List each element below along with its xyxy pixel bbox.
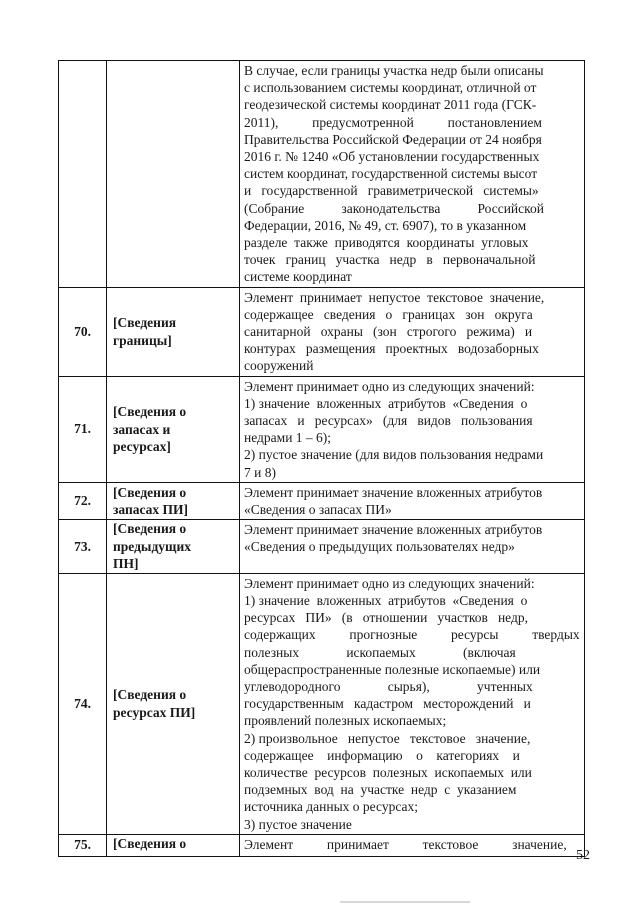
description-line: с использованием системы координат, отличной от xyxy=(244,80,537,96)
table-row xyxy=(59,61,585,288)
description-line: Элемент принимает значение вложенных атрибутов xyxy=(244,522,543,538)
table-row xyxy=(59,834,585,856)
description-line: и государственной гравиметрической системы» xyxy=(244,183,539,199)
description-line: запасах и ресурсах» (для видов пользования xyxy=(244,413,533,429)
description-line: В случае, если границы участка недр были описаны xyxy=(244,63,544,78)
description-line: Элемент принимает текстовое значение, xyxy=(244,836,567,852)
element-name-line: ресурсах] xyxy=(113,439,171,455)
description-line: Правительства Российской Федерации от 24 ноября xyxy=(244,131,542,147)
description-line: Элемент принимает одно из следующих значений: xyxy=(244,575,535,591)
description-line: подземных вод на участке недр с указанием xyxy=(244,782,517,798)
row-number: 74. xyxy=(59,573,107,834)
description-line: ресурсах ПИ» (в отношении участков недр, xyxy=(244,610,528,626)
element-name-line: [Сведения о xyxy=(113,835,187,851)
description-line: Элемент принимает непустое текстовое значение, xyxy=(244,289,545,305)
element-name-line: [Сведения xyxy=(113,315,177,331)
element-name-line: запасах и xyxy=(113,421,171,437)
element-name-line: границы] xyxy=(113,332,172,348)
table-row xyxy=(59,520,585,574)
description-line: Элемент принимает значение вложенных атрибутов xyxy=(244,484,543,500)
description-line: геодезической системы координат 2011 года (ГСК- xyxy=(244,97,537,113)
table-row xyxy=(59,573,585,834)
element-name xyxy=(107,834,240,856)
attributes-table xyxy=(58,60,585,857)
description-line: 1) значение вложенных атрибутов «Сведения о xyxy=(244,395,528,411)
description-line: углеводородного сырья), учтенных xyxy=(244,679,533,694)
description-line: содержащее сведения о границах зон округа xyxy=(244,306,533,322)
description-line: «Сведения о предыдущих пользователях недр» xyxy=(244,539,515,555)
table-row xyxy=(59,482,585,519)
element-name xyxy=(107,482,240,519)
element-name-line: запасах ПИ] xyxy=(113,502,189,518)
description-line: Элемент принимает одно из следующих значений: xyxy=(244,378,535,394)
element-name-line: ПН] xyxy=(113,556,139,572)
description-line: 2) произвольное непустое текстовое значение, xyxy=(244,730,531,746)
element-name-line: ресурсах ПИ] xyxy=(113,704,196,720)
description-line: полезных ископаемых (включая xyxy=(244,644,516,660)
table-row xyxy=(59,376,585,482)
description-line: сооружений xyxy=(244,358,314,374)
element-name xyxy=(107,61,240,288)
element-description xyxy=(240,520,585,574)
row-number: 73. xyxy=(59,520,107,574)
element-name-line: [Сведения о xyxy=(113,687,187,703)
description-line: контурах размещения проектных водозаборных xyxy=(244,341,539,357)
row-number: 71. xyxy=(59,376,107,482)
row-number: 70. xyxy=(59,287,107,376)
description-line: точек границ участка недр в первоначальной xyxy=(244,252,536,268)
description-line: содержащее информацию о категориях и xyxy=(244,747,520,763)
element-description xyxy=(240,61,585,288)
row-number xyxy=(59,61,107,288)
element-name xyxy=(107,287,240,376)
element-name-line: предыдущих xyxy=(113,538,191,554)
description-line: санитарной охраны (зон строгого режима) и xyxy=(244,324,533,340)
description-line: 2016 г. № 1240 «Об установлении государственных xyxy=(244,149,540,165)
row-number: 72. xyxy=(59,482,107,519)
description-line: 1) значение вложенных атрибутов «Сведения о xyxy=(244,592,528,608)
table-row xyxy=(59,287,585,376)
description-line: государственным кадастром месторождений и xyxy=(244,696,531,712)
row-number: 75. xyxy=(59,834,107,856)
description-line: общераспространенные полезные ископаемые) или xyxy=(244,661,541,677)
element-name xyxy=(107,520,240,574)
element-description xyxy=(240,834,585,856)
description-line: системе координат xyxy=(244,269,352,285)
element-description xyxy=(240,376,585,482)
element-name-line: [Сведения о xyxy=(113,521,187,537)
description-line: 2011), предусмотренной постановлением xyxy=(244,114,542,130)
element-description xyxy=(240,482,585,519)
description-line: 7 и 8) xyxy=(244,464,276,480)
element-name-line: [Сведения о xyxy=(113,484,187,500)
page-number: 52 xyxy=(576,848,590,863)
scan-artifact xyxy=(340,901,470,903)
element-name xyxy=(107,376,240,482)
description-line: разделе также приводятся координаты угловых xyxy=(244,235,529,251)
description-line: систем координат, государственной системы высот xyxy=(244,166,538,182)
description-line: недрами 1 – 6); xyxy=(244,430,332,446)
description-line: «Сведения о запасах ПИ» xyxy=(244,502,392,518)
element-name-line: [Сведения о xyxy=(113,404,187,420)
description-line: содержащих прогнозные ресурсы твердых xyxy=(244,627,580,643)
description-line: проявлений полезных ископаемых; xyxy=(244,713,447,729)
element-description xyxy=(240,287,585,376)
description-line: Федерации, 2016, № 49, ст. 6907), то в указанном xyxy=(244,217,527,233)
description-line: (Собрание законодательства Российской xyxy=(244,200,544,216)
element-name xyxy=(107,573,240,834)
description-line: 2) пустое значение (для видов пользования недрами xyxy=(244,447,544,463)
description-line: количестве ресурсов полезных ископаемых или xyxy=(244,765,532,781)
description-line: 3) пустое значение xyxy=(244,816,352,832)
description-line: источника данных о ресурсах; xyxy=(244,799,418,815)
element-description xyxy=(240,573,585,834)
